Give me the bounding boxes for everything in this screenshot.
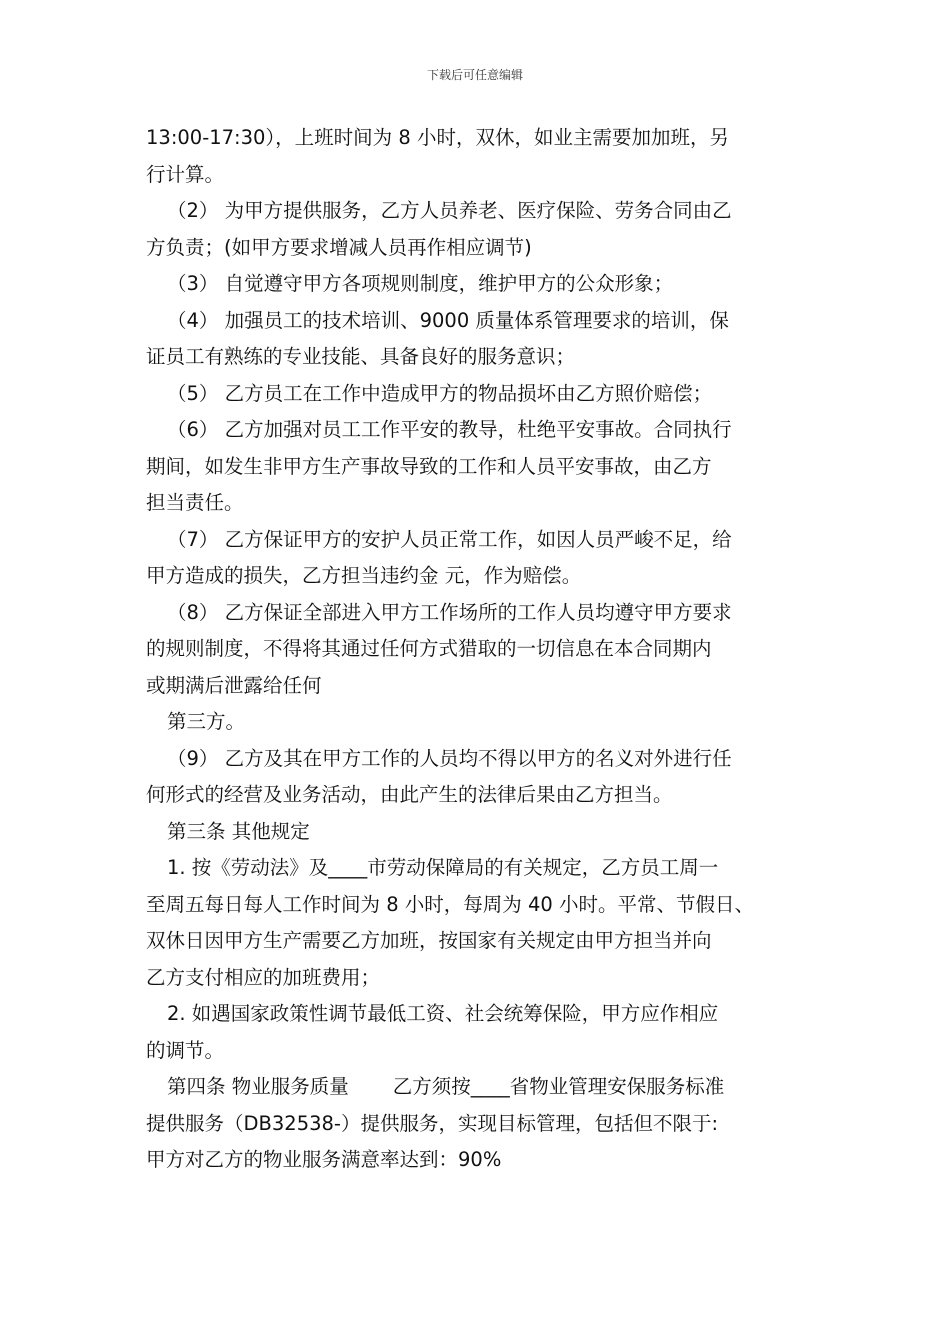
text-line: 期间，如发生非甲方生产事故导致的工作和人员平安事故，由乙方 <box>146 454 712 478</box>
section-heading-line <box>146 1069 826 1106</box>
text-line: 担当责任。 <box>146 491 244 514</box>
text-line: 的调节。 <box>146 1038 225 1062</box>
text-line: （7） 乙方保证甲方的安护人员正常工作，如因人员严峻不足，给 <box>167 527 732 551</box>
text-line: 2. 如遇国家政策性调节最低工资、社会统筹保险，甲方应作相应 <box>167 1002 719 1025</box>
section-heading: 第四条 物业服务质量 <box>167 1075 349 1098</box>
text-line: 证员工有熟练的专业技能、具备良好的服务意识； <box>146 345 576 368</box>
text-line: 的规则制度，不得将其通过任何方式猎取的一切信息在本合同期内 <box>146 637 712 660</box>
text-line: 甲方对乙方的物业服务满意率达到：90% <box>146 1148 502 1171</box>
text-line: 甲方造成的损失，乙方担当违约金 元，作为赔偿。 <box>146 564 582 587</box>
text-line: （2） 为甲方提供服务，乙方人员养老、医疗保险、劳务合同由乙 <box>167 199 732 222</box>
page-header: 下载后可任意编辑 <box>426 68 523 82</box>
text-line: （9） 乙方及其在甲方工作的人员均不得以甲方的名义对外进行任 <box>167 746 732 770</box>
text-line: （4） 加强员工的技术培训、9000 质量体系管理要求的培训，保 <box>167 308 729 332</box>
text-line: （3） 自觉遵守甲方各项规则制度，维护甲方的公众形象； <box>167 272 674 295</box>
text-line: 第三方。 <box>167 710 246 733</box>
document-body <box>146 120 826 1179</box>
section-heading: 第三条 其他规定 <box>167 819 310 843</box>
text-line: 提供服务（DB32538-）提供服务，实现目标管理，包括但不限于: <box>146 1111 719 1135</box>
text-line: 13:00-17:30），上班时间为 8 小时，双休，如业主需要加加班，另 <box>146 126 729 149</box>
text-line: 何形式的经营及业务活动，由此产生的法律后果由乙方担当。 <box>146 783 673 806</box>
text-line: 至周五每日每人工作时间为 8 小时，每周为 40 小时。平常、节假日、 <box>146 892 755 916</box>
text-line: 乙方支付相应的加班费用； <box>146 965 381 989</box>
text-line: 双休日因甲方生产需要乙方加班，按国家有关规定由甲方担当并向 <box>146 929 712 952</box>
text-line: 1. 按《劳动法》及____市劳动保障局的有关规定，乙方员工周一 <box>167 856 719 879</box>
text-line: （6） 乙方加强对员工工作平安的教导，杜绝平安事故。合同执行 <box>167 418 732 441</box>
text-line: （5） 乙方员工在工作中造成甲方的物品损坏由乙方照价赔偿； <box>167 381 713 405</box>
text-line: 行计算。 <box>146 162 225 186</box>
text-fragment: 乙方须按____省物业管理安保服务标准 <box>392 1075 725 1098</box>
text-line: 方负责；(如甲方要求增减人员再作相应调节) <box>146 235 532 259</box>
text-line: （8） 乙方保证全部进入甲方工作场所的工作人员均遵守甲方要求 <box>167 600 732 624</box>
text-line: 或期满后泄露给任何 <box>146 673 322 697</box>
